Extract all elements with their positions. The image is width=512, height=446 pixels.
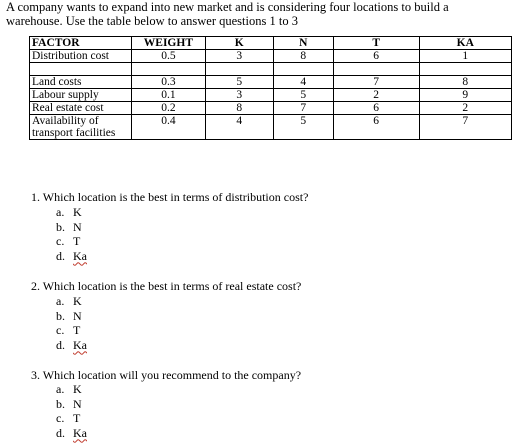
cell-weight: 0.2 — [132, 102, 205, 115]
cell-factor: Distribution cost — [30, 50, 132, 63]
option-a[interactable] — [56, 382, 87, 397]
cell-factor: Land costs — [30, 76, 132, 89]
option-label: K — [73, 205, 82, 219]
header-factor: FACTOR — [30, 37, 132, 50]
cell-weight: 0.4 — [132, 115, 205, 140]
option-label: Ka — [73, 248, 87, 263]
cell-k: 3 — [205, 50, 273, 63]
option-b[interactable] — [56, 220, 87, 235]
option-letter: c. — [56, 234, 65, 248]
cell-ka: 2 — [419, 102, 511, 115]
cell-factor: Availability of transport facilities — [30, 115, 132, 140]
option-label: N — [73, 396, 82, 411]
cell-weight: 0.3 — [132, 76, 205, 89]
option-letter: c. — [56, 323, 65, 337]
cell-t: 6 — [333, 50, 419, 63]
cell-ka: 1 — [419, 50, 511, 63]
intro-paragraph: A company wants to expand into new market and is considering four locations to build a warehouse. Use the table below to answer questions 1 to 3 — [6, 0, 449, 28]
table-row — [30, 76, 512, 89]
header-ka: KA — [419, 37, 511, 50]
header-n: N — [273, 37, 333, 50]
question-2-options — [56, 294, 87, 352]
option-letter: a. — [56, 382, 65, 396]
option-a[interactable] — [56, 205, 87, 220]
cell-t: 6 — [333, 102, 419, 115]
cell-k: 5 — [205, 76, 273, 89]
factor-table — [29, 36, 512, 140]
cell-factor: Real estate cost — [30, 102, 132, 115]
option-b[interactable] — [56, 397, 87, 412]
option-letter: b. — [56, 308, 65, 323]
question-1-options — [56, 205, 87, 263]
option-a[interactable] — [56, 294, 87, 309]
option-label: T — [73, 234, 81, 248]
table-row — [30, 115, 512, 140]
cell-factor: Labour supply — [30, 89, 132, 102]
cell-k: 8 — [205, 102, 273, 115]
option-letter: a. — [56, 294, 65, 308]
cell-weight: 0.5 — [132, 50, 205, 63]
option-label: K — [73, 294, 82, 308]
cell-k: 4 — [205, 115, 273, 140]
cell-ka: 8 — [419, 76, 511, 89]
cell-ka: 9 — [419, 89, 511, 102]
option-letter: a. — [56, 205, 65, 219]
cell-t: 7 — [333, 76, 419, 89]
table-header-row — [30, 37, 512, 50]
option-label: N — [73, 219, 82, 234]
option-c[interactable] — [56, 234, 87, 249]
header-weight: WEIGHT — [132, 37, 205, 50]
table-spacer-row — [30, 63, 512, 76]
option-d[interactable] — [56, 338, 87, 353]
option-letter: c. — [56, 411, 65, 425]
cell-n: 4 — [273, 76, 333, 89]
option-label: N — [73, 308, 82, 323]
option-label: Ka — [73, 337, 87, 352]
table-row — [30, 102, 512, 115]
option-letter: d. — [56, 425, 65, 440]
question-1: 1. Which location is the best in terms of distribution cost? — [31, 190, 309, 204]
cell-n: 8 — [273, 50, 333, 63]
cell-k: 3 — [205, 89, 273, 102]
option-label: K — [73, 382, 82, 396]
cell-n: 5 — [273, 115, 333, 140]
option-label: T — [73, 323, 81, 337]
option-d[interactable] — [56, 426, 87, 441]
option-letter: d. — [56, 337, 65, 352]
header-k: K — [205, 37, 273, 50]
table-row — [30, 89, 512, 102]
header-t: T — [333, 37, 419, 50]
question-3: 3. Which location will you recommend to the company? — [31, 368, 302, 382]
option-letter: b. — [56, 219, 65, 234]
question-2: 2. Which location is the best in terms of real estate cost? — [31, 279, 302, 293]
cell-t: 6 — [333, 115, 419, 140]
option-c[interactable] — [56, 411, 87, 426]
table-row — [30, 50, 512, 63]
option-d[interactable] — [56, 249, 87, 264]
cell-t: 2 — [333, 89, 419, 102]
option-label: Ka — [73, 425, 87, 440]
option-letter: d. — [56, 248, 65, 263]
option-c[interactable] — [56, 323, 87, 338]
option-letter: b. — [56, 396, 65, 411]
question-3-options — [56, 382, 87, 440]
cell-ka: 7 — [419, 115, 511, 140]
option-label: T — [73, 411, 81, 425]
cell-n: 7 — [273, 102, 333, 115]
cell-n: 5 — [273, 89, 333, 102]
option-b[interactable] — [56, 309, 87, 324]
cell-weight: 0.1 — [132, 89, 205, 102]
